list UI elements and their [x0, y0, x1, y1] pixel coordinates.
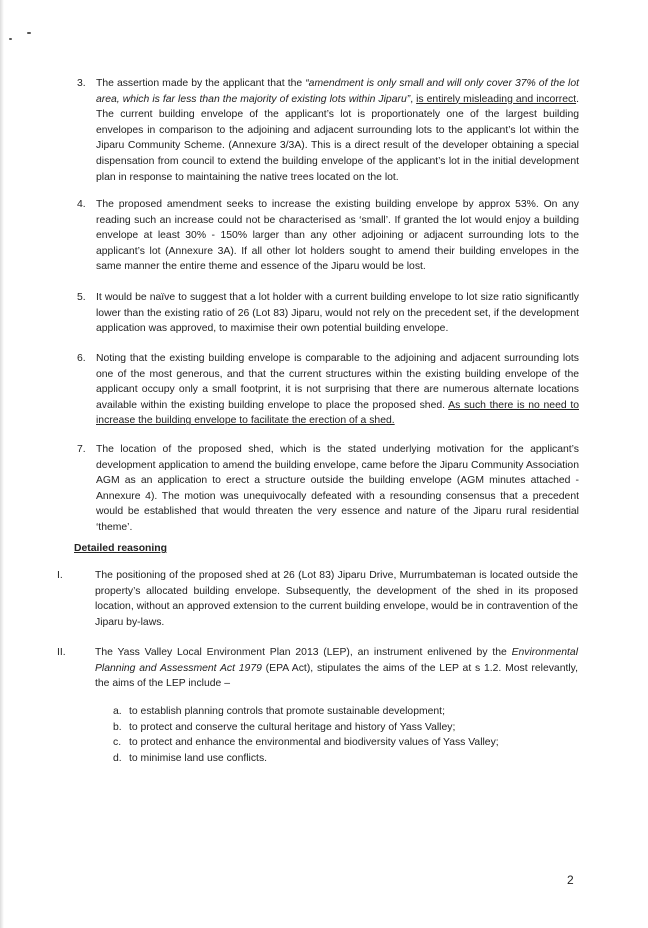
roman-item-2 — [57, 645, 578, 692]
item-text: to establish planning controls that promote sustainable development; — [129, 706, 445, 717]
item-number: 3. — [77, 78, 86, 89]
item-text — [96, 197, 579, 275]
numbered-item-5 — [77, 290, 579, 337]
text-segment: As such there is no need to increase the building envelope to facilitate the erection of a shed. — [96, 399, 579, 427]
page-number: 2 — [567, 873, 574, 887]
text-segment: Noting that the existing building envelope is comparable to the adjoining and adjacent surrounding lots one of the most generous, and that the current structures within the existing building envelope of the applicant occupy only a small footprint, it is not surprising that there are numerous alternate locations available within the existing building envelope to place the proposed shed. — [96, 353, 579, 411]
item-text: to protect and enhance the environmental and biodiversity values of Yass Valley; — [129, 737, 499, 749]
item-text — [96, 351, 579, 429]
item-number: 5. — [77, 292, 86, 303]
numbered-item-4 — [77, 197, 579, 275]
scan-speck — [9, 38, 12, 40]
item-number: 4. — [77, 199, 86, 210]
list-item — [113, 751, 573, 767]
text-segment: . The current building envelope of the applicant’s lot is proportionately one of the largest building envelopes in comparison to the adjoining and adjacent surrounding lots to the applicant’s lot within the Jiparu Community Scheme. (Annexure 3/3A). This is a direct result of the developer obtaining a special dispensation from council to extend the building envelope of the applicant’s lot in the initial development plan in response to maintaining the native trees located on the lot. — [96, 93, 579, 183]
list-item — [113, 735, 573, 751]
text-segment: “amendment is only small and will only cover 37% of the lot area, which is far less than the majority of existing lots within Jiparu” — [96, 78, 579, 105]
text-segment: , — [410, 93, 417, 105]
item-text: to minimise land use conflicts. — [129, 752, 268, 764]
lep-aims-list — [113, 704, 573, 766]
item-number: 7. — [77, 444, 86, 455]
numbered-item-7 — [77, 442, 579, 536]
item-letter: a. — [113, 706, 122, 717]
section-heading: Detailed reasoning — [74, 543, 167, 554]
text-segment: is entirely misleading and incorrect — [416, 93, 577, 105]
item-text — [96, 76, 579, 185]
scan-speck — [27, 32, 31, 34]
text-segment: (EPA Act), stipulates the aims of the LEP at s 1.2. Most relevantly, the aims of the LEP include – — [95, 662, 578, 690]
text-segment: The location of the proposed shed, which is the stated underlying motivation for the applicant’s development application to amend the building envelope, came before the Jiparu Community Association AGM as an application to erect a structure outside the building envelope (AGM minutes attached - Annexure 4). The motion was unequivocally defeated with a resounding consensus that a precedent would be established that would threaten the very essence and nature of the Jiparu rural residential ‘theme’. — [96, 444, 579, 533]
item-letter: b. — [113, 721, 122, 733]
roman-item-1 — [57, 568, 578, 630]
text-segment: The proposed amendment seeks to increase the existing building envelope by approx 53%. On any reading such an increase could not be characterised as ‘small’. If granted the lot would enjoy a building envelope at least 30% - 150% larger than any other adjoining or adjacent surrounding lots to the applicant’s lot (Annexure 3A). If all other lot holders sought to amend their building envelopes in the same manner the entire theme and essence of the Jiparu would be lost. — [96, 199, 579, 273]
numbered-item-6 — [77, 351, 579, 429]
item-number: I. — [57, 570, 63, 581]
numbered-item-3 — [77, 76, 579, 185]
text-segment: The Yass Valley Local Environment Plan 2013 (LEP), an instrument enlivened by the — [95, 647, 512, 658]
item-text — [96, 442, 579, 536]
item-letter: c. — [113, 737, 122, 749]
item-text — [95, 568, 578, 630]
text-segment: Environmental Planning and Assessment Act 1979 — [95, 647, 578, 674]
text-segment: The positioning of the proposed shed at 26 (Lot 83) Jiparu Drive, Murrumbateman is located outside the property’s allocated building envelope. Subsequently, the development of the shed in its proposed location, without an approved extension to the current building envelope, would be in contravention of the Jiparu by-laws. — [95, 570, 578, 628]
text-segment: It would be naïve to suggest that a lot holder with a current building envelope to lot size ratio significantly lower than the existing ratio of 26 (Lot 83) Jiparu, would not rely on the precedent set, if the development application was approved, to maximise their own potential building envelope. — [96, 292, 579, 335]
list-item — [113, 704, 573, 720]
item-text — [95, 645, 578, 692]
item-text — [96, 290, 579, 337]
item-text: to protect and conserve the cultural heritage and history of Yass Valley; — [129, 721, 456, 733]
item-number: 6. — [77, 353, 86, 364]
scan-edge-shadow — [0, 0, 4, 928]
text-segment: The assertion made by the applicant that the — [96, 78, 306, 89]
item-letter: d. — [113, 752, 122, 764]
item-number: II. — [57, 647, 66, 658]
list-item — [113, 720, 573, 736]
